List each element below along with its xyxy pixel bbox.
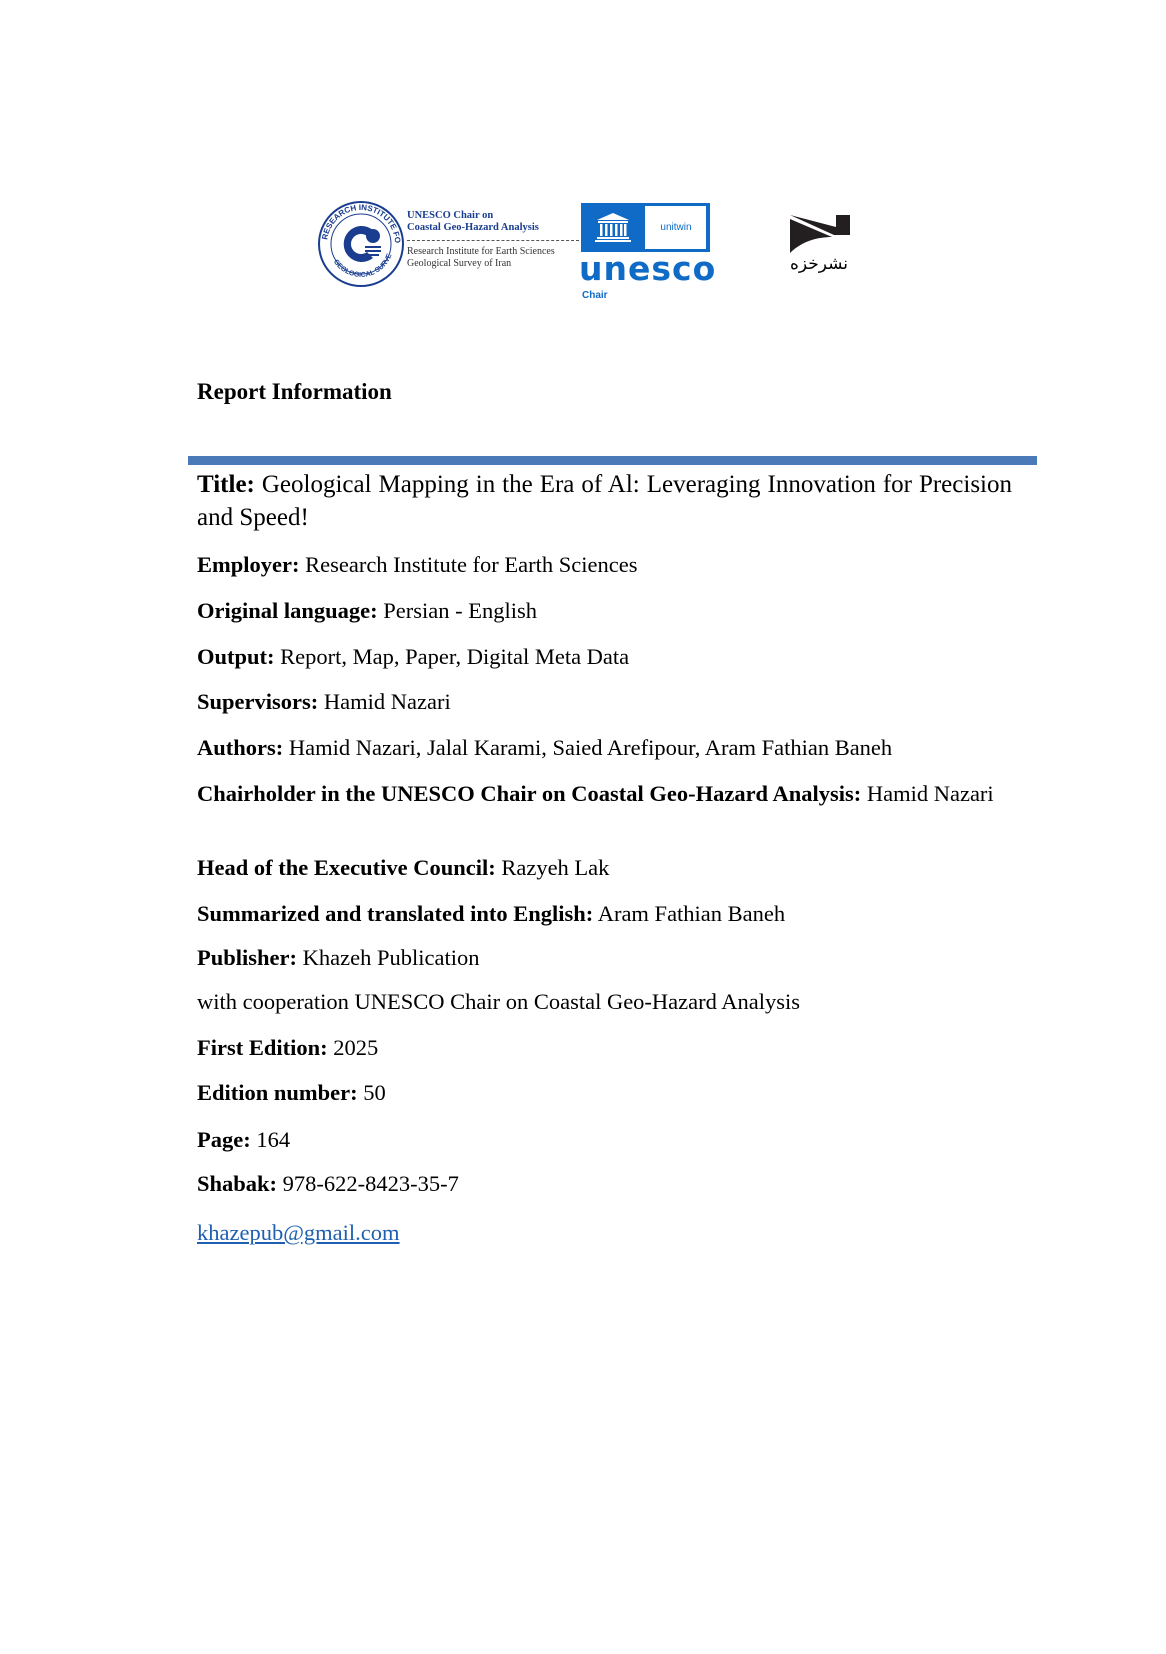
rief-seal-logo (317, 200, 405, 288)
language-field (197, 595, 1015, 626)
authors-value: Hamid Nazari, Jalal Karami, Saied Arefipour, Aram Fathian Baneh (283, 735, 893, 760)
language-label: Original language: (197, 598, 378, 623)
chairholder-label: Chairholder in the UNESCO Chair on Coastal Geo-Hazard Analysis: (197, 781, 862, 806)
title-value: Geological Mapping in the Era of Al: Leveraging Innovation for Precision and Speed! (197, 471, 1012, 531)
edition-number-field (197, 1077, 1015, 1108)
unesco-temple-icon (595, 211, 631, 243)
publisher-value: Khazeh Publication (297, 945, 480, 970)
summarized-label: Summarized and translated into English: (197, 901, 594, 926)
supervisors-value: Hamid Nazari (318, 689, 451, 714)
svg-text:GEOLOGICAL SURVEY OF IRAN: GEOLOGICAL SURVE (331, 252, 394, 279)
email-link[interactable]: khazepub@gmail.com (197, 1220, 400, 1245)
title-label: Title: (197, 471, 255, 498)
report-information-heading: Report Information (197, 379, 392, 404)
rief-divider (407, 240, 579, 241)
first-edition-value: 2025 (327, 1035, 379, 1060)
output-label: Output: (197, 644, 275, 669)
employer-field (197, 549, 1015, 580)
email-row (197, 1217, 1015, 1248)
khazeh-mark-icon (788, 213, 852, 253)
rief-line-3: Research Institute for Earth Sciences (407, 246, 555, 257)
page-field (197, 1124, 1015, 1155)
supervisors-label: Supervisors: (197, 689, 319, 714)
chairholder-value: Hamid Nazari (861, 781, 994, 806)
output-field (197, 641, 1015, 672)
heading-rule (188, 456, 1037, 465)
language-value: Persian - English (377, 598, 537, 623)
publisher-field (197, 942, 1015, 973)
cooperation-line: with cooperation UNESCO Chair on Coastal Geo-Hazard Analysis (197, 989, 801, 1014)
chairholder-field (197, 777, 1012, 810)
authors-field (197, 732, 1015, 763)
head-value: Razyeh Lak (495, 855, 610, 880)
page-value: 164 (250, 1127, 291, 1152)
unesco-wordmark: unesco (579, 249, 717, 288)
svg-text:RESEARCH INSTITUTE FOR EARTH S: RESEARCH INSTITUTE FO (320, 202, 403, 244)
rief-line-1: UNESCO Chair on (407, 210, 494, 221)
khazeh-logo (788, 213, 852, 253)
rief-logo-text (407, 210, 582, 270)
khazeh-logo-text: نشرخزه (789, 254, 849, 274)
employer-value: Research Institute for Earth Sciences (299, 552, 638, 577)
summarized-field (197, 898, 1015, 929)
edition-number-label: Edition number: (197, 1080, 358, 1105)
unitwin-label: unitwin (660, 222, 692, 233)
supervisors-field (197, 686, 1015, 717)
summarized-value: Aram Fathian Baneh (593, 901, 786, 926)
employer-label: Employer: (197, 552, 300, 577)
unesco-logo (581, 203, 710, 252)
title-field (197, 468, 1012, 534)
seal-icon (317, 200, 405, 288)
rief-line-2: Coastal Geo-Hazard Analysis (407, 222, 539, 233)
edition-number-value: 50 (357, 1080, 386, 1105)
head-field (197, 852, 1015, 883)
first-edition-label: First Edition: (197, 1035, 328, 1060)
first-edition-field (197, 1032, 1015, 1063)
output-value: Report, Map, Paper, Digital Meta Data (274, 644, 630, 669)
shabak-label: Shabak: (197, 1171, 278, 1196)
page-label: Page: (197, 1127, 251, 1152)
shabak-field (197, 1168, 1015, 1199)
unitwin-panel (645, 206, 706, 249)
rief-line-4: Geological Survey of Iran (407, 258, 512, 269)
shabak-value: 978-622-8423-35-7 (277, 1171, 459, 1196)
publisher-label: Publisher: (197, 945, 298, 970)
unesco-chair-label: Chair (582, 290, 608, 301)
authors-label: Authors: (197, 735, 284, 760)
head-label: Head of the Executive Council: (197, 855, 496, 880)
